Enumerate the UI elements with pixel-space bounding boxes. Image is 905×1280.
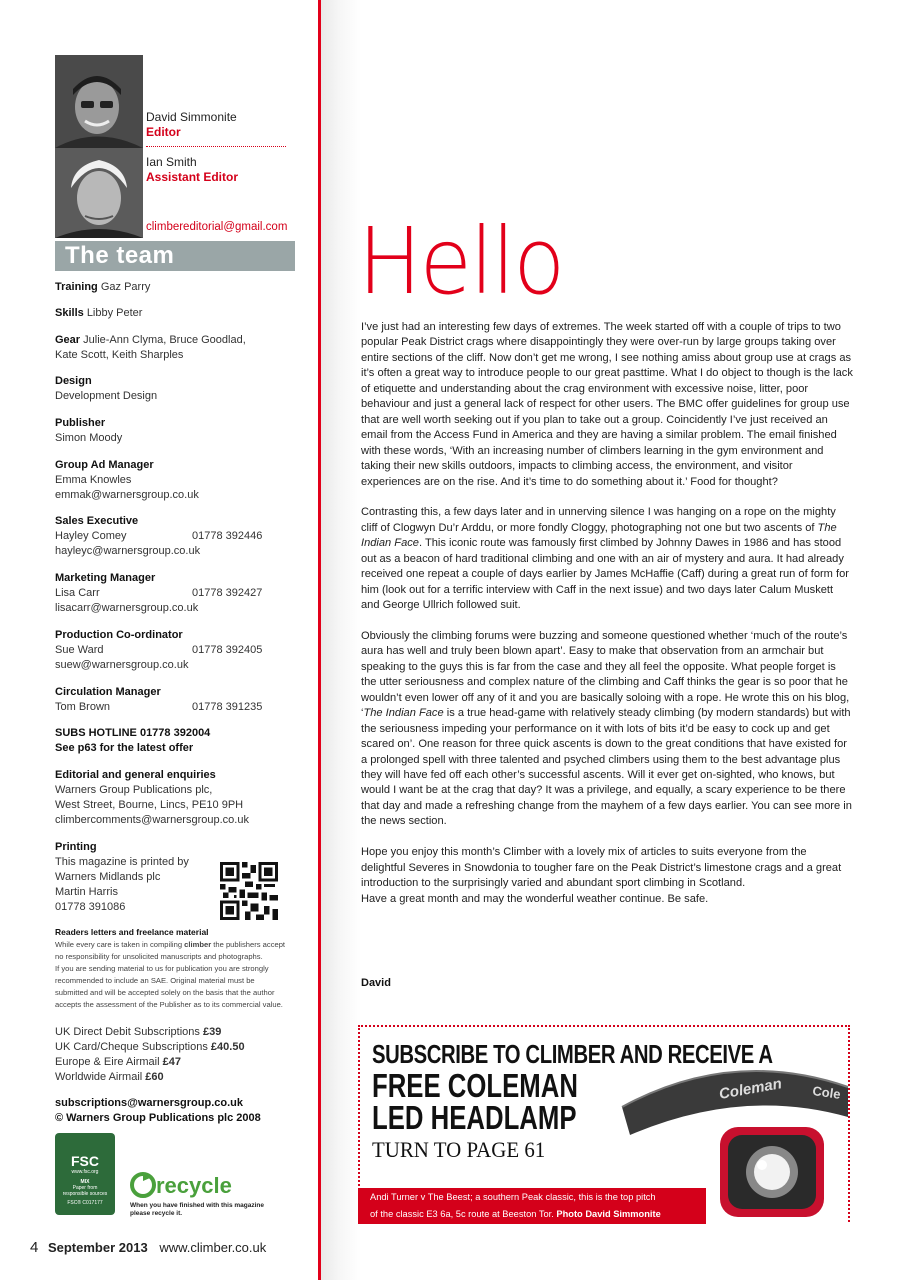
enquiries-line-1: Warners Group Publications plc,: [55, 784, 213, 796]
caption-line-1: Andi Turner v The Beest; a southern Peak classic, this is the top pitch: [370, 1192, 656, 1202]
recycle-logo-icon: [130, 1170, 245, 1200]
route-name: The Indian Face: [361, 521, 837, 550]
design-value: Development Design: [55, 390, 158, 402]
promo-page-link[interactable]: TURN TO PAGE 61: [372, 1137, 546, 1162]
team-skills: [55, 306, 305, 321]
gear-value-1: Julie-Ann Clyma, Bruce Goodlad,: [83, 334, 246, 346]
fineprint-line-6: accepts the assessment of the Publisher as to its commercial value.: [55, 1000, 283, 1009]
photo-credit: Photo David Simmonite: [556, 1209, 661, 1219]
dd-label: UK Direct Debit Subscriptions: [55, 1026, 203, 1038]
fineprint-line-3: If you are sending material to us for publication you are strongly: [55, 964, 269, 973]
fineprint-body: [55, 939, 317, 1011]
promo-line-2: FREE COLEMAN: [372, 1067, 578, 1104]
publisher-label: Publisher: [55, 417, 106, 429]
enquiries-label: Editorial and general enquiries: [55, 769, 216, 781]
signoff: David: [361, 977, 391, 989]
fsc-logo-icon: [55, 1133, 115, 1215]
team-marketing: [55, 571, 305, 616]
editor-portrait-image: [55, 55, 143, 148]
production-label: Production Co-ordinator: [55, 629, 183, 641]
page-number: 4: [30, 1239, 39, 1256]
fsc-url: www.fsc.org: [71, 1169, 99, 1175]
training-value: Gaz Parry: [100, 281, 151, 293]
paragraph-3a: Obviously the climbing forums were buzzing and someone questioned whether ‘much of the route’s aura has well and truly been blown apart’. Easy to make that observation from an armchair but speaking to the guys this is far from the case and they all feel the opposite. What people forget is the utter seriousness and complex nature of the climbing and Caff thinks the gear is so poor that he wouldn’t even lower off any of it and you are basically soloing with a rope. He wrote this on his blog, ‘: [361, 629, 850, 720]
paragraph-3: [361, 629, 853, 830]
fsc-mix: MIX: [80, 1179, 90, 1185]
gear-value-2: Kate Scott, Keith Sharples: [55, 349, 184, 361]
team-training: [55, 280, 305, 295]
team-gear: [55, 333, 305, 363]
recycle-word: recycle: [156, 1173, 232, 1198]
team-sales: [55, 514, 305, 559]
paragraph-5: Have a great month and may the wonderful weather continue. Be safe.: [361, 892, 709, 905]
paragraph-3b: is a true head-game with relatively steady climbing (by modern standards) but with the seriousness impeding your performance on it with lots of bits it’d be easy to cock up and get scared on’. One reason for three quick ascents is down to the great conditions that have existed for a prolonged spell with three talented and psyched climbers using them to the best advantage plus they will have fed off each other’s successful ascents. Will it ever get on-sighted, who knows, but would I want be at the crag that day? It was a privilege, and equally, a scary experience to be there that day and made a refreshing change from the mayhem of a few days earlier. You can see more in the news section.: [361, 707, 852, 828]
editor-photo: [55, 55, 143, 148]
paragraph-1: I’ve just had an interesting few days of extremes. The week started off with a couple of trips to two popular Peak District crags where disappointingly they were over-run by large groups taking over entire sections of the cliff. Now don’t get me wrong, I see nothing amiss about group use at crags as it’s often a great way to introduce people to our great pasttime. What I do object to though is the lack of etiquette and understanding about the crag environment with excessive noise, litter, poor behaviour and just a general lack of respect for other users. The BMC offer guidelines for group use that are well worth seeking out if you plan to take out a group. Coincidently I’ve just received an email from the Access Fund in America and they are having a similar problem. The email finished with these words, ‘With an increasing number of climbers learning in the gym environment and taking their new skills outdoors, impacts to climbing access, the environment, and visitor experiences are on the rise. And it’s time to do something about it.’ Food for thought?: [361, 321, 853, 488]
enquiries-line-2: West Street, Bourne, Lincs, PE10 9PH: [55, 799, 244, 811]
subs-offer: See p63 for the latest offer: [55, 742, 194, 754]
copyright: © Warners Group Publications plc 2008: [55, 1112, 261, 1124]
page-folio: [30, 1239, 266, 1256]
photo-caption: [358, 1188, 706, 1224]
subscriptions-email[interactable]: subscriptions@warnersgroup.co.uk: [55, 1097, 243, 1109]
promo-line-3: LED HEADLAMP: [372, 1099, 577, 1136]
issue-date: September 2013: [47, 1240, 148, 1255]
qr-code-icon[interactable]: [220, 862, 278, 920]
marketing-label: Marketing Manager: [55, 572, 156, 584]
subs-hotline-block: [55, 726, 305, 756]
printing-line-1: This magazine is printed by: [55, 856, 189, 868]
fineprint-line-4: recommended to include an SAE. Original material must be: [55, 976, 255, 985]
production-email[interactable]: suew@warnersgroup.co.uk: [55, 659, 189, 671]
fineprint-brand: climber: [184, 940, 212, 949]
team-circulation: [55, 685, 305, 715]
world-price: £60: [145, 1071, 164, 1083]
ad-manager-email[interactable]: emmak@warnersgroup.co.uk: [55, 489, 199, 501]
assistant-editor-portrait-image: [55, 148, 143, 238]
card-price: £40.50: [210, 1041, 245, 1053]
fsc-code: FSC® C017177: [67, 1200, 103, 1206]
route-name-quote: The Indian Face: [363, 707, 444, 720]
masthead-column: [0, 0, 320, 1280]
subscriptions-contact: [55, 1096, 261, 1126]
fsc-paper: Paper from: [72, 1185, 98, 1191]
team-design: [55, 374, 305, 404]
ad-manager-label: Group Ad Manager: [55, 459, 154, 471]
editorial-body: [361, 320, 853, 922]
card-label: UK Card/Cheque Subscriptions: [55, 1041, 211, 1053]
fineprint-heading: Readers letters and freelance material: [55, 927, 209, 937]
paragraph-2: [361, 505, 853, 613]
headlamp-strap-brand: Coleman: [717, 1075, 784, 1103]
caption-line-2: of the classic E3 6a, 5c route at Beeston Tor.: [370, 1209, 557, 1219]
sales-phone: 01778 392446: [192, 530, 263, 542]
editorial-headline: [358, 208, 563, 315]
sales-name: Hayley Comey: [55, 530, 127, 542]
ad-manager-name: Emma Knowles: [55, 474, 132, 486]
headline-text: Hello: [358, 208, 564, 315]
marketing-phone: 01778 392427: [192, 587, 263, 599]
team-publisher: [55, 416, 305, 446]
paragraph-4: Hope you enjoy this month’s Climber with a lovely mix of articles to suits everyone from the delightful Severes in Snowdonia to tougher fare on the Peak District’s limestone crags and a great introduction to the surprisingly varied and abundant sport climbing in Scotland.: [361, 846, 842, 890]
europe-price: £47: [162, 1056, 181, 1068]
skills-value: Libby Peter: [86, 307, 143, 319]
fsc-logo-text: FSC: [71, 1153, 99, 1169]
printing-label: Printing: [55, 841, 97, 853]
fineprint-line-5: submitted and will be accepted solely on the basis that the author: [55, 988, 275, 997]
circulation-phone: 01778 391235: [192, 701, 263, 713]
circulation-name: Tom Brown: [55, 701, 111, 713]
team-heading-bar: [55, 241, 295, 271]
sales-email[interactable]: hayleyc@warnersgroup.co.uk: [55, 545, 201, 557]
training-label: Training: [55, 281, 98, 293]
promo-line-1: SUBSCRIBE TO CLIMBER AND RECEIVE A: [372, 1039, 773, 1069]
staff-divider: [146, 146, 286, 147]
subscription-prices: [55, 1025, 245, 1085]
recycle-text: When you have finished with this magazine please recycle it.: [130, 1202, 264, 1217]
site-url[interactable]: www.climber.co.uk: [159, 1240, 267, 1255]
fineprint-line-2: no responsibility for unsolicited manuscripts and photographs.: [55, 952, 263, 961]
publisher-value: Simon Moody: [55, 432, 123, 444]
fineprint-line-1a: While every care is taken in compiling: [55, 940, 185, 949]
production-phone: 01778 392405: [192, 644, 263, 656]
printing-line-4: 01778 391086: [55, 901, 126, 913]
editorial-email-link[interactable]: climbereditorial@gmail.com: [146, 221, 288, 233]
skills-label: Skills: [55, 307, 84, 319]
paragraph-2a: Contrasting this, a few days later and in unnerving silence I was hanging on a rope on the mighty cliff of Clogwyn Du’r Arddu, or more fondly Cloggy, photographing not one but two ascents of: [361, 506, 836, 534]
team-production: [55, 628, 305, 673]
circulation-label: Circulation Manager: [55, 686, 161, 698]
team-ad-manager: [55, 458, 305, 503]
marketing-email[interactable]: lisacarr@warnersgroup.co.uk: [55, 602, 199, 614]
sales-label: Sales Executive: [55, 515, 139, 527]
team-enquiries: [55, 768, 305, 828]
design-label: Design: [55, 375, 92, 387]
subs-hotline: SUBS HOTLINE 01778 392004: [55, 727, 211, 739]
dd-price: £39: [202, 1026, 222, 1038]
fineprint-line-1c: the publishers accept: [211, 940, 286, 949]
fsc-sources: responsible sources: [62, 1191, 108, 1197]
printing-line-3: Martin Harris: [55, 886, 118, 898]
enquiries-email[interactable]: climbercomments@warnersgroup.co.uk: [55, 814, 249, 826]
paragraph-2b: . This iconic route was famously first climbed by Johnny Dawes in 1986 and has stood out as a beacon of hard traditional climbing and one with an air of mystery and aura. It had already received one repeat a couple of days earlier by James McHaffie (Caff) during a great run of form for him (look out for a terrific interview with Caff in the next issue) and two days later Calum Muskett and George Ullrich followed suit.: [361, 537, 849, 612]
production-name: Sue Ward: [55, 644, 104, 656]
assistant-editor-name: Ian Smith: [146, 155, 197, 169]
team-heading: The team: [65, 242, 175, 269]
editor-role: Editor: [146, 125, 181, 139]
editor-name: David Simmonite: [146, 110, 237, 124]
europe-label: Europe & Eire Airmail: [55, 1056, 163, 1068]
assistant-editor-role: Assistant Editor: [146, 170, 239, 184]
marketing-name: Lisa Carr: [55, 587, 100, 599]
assistant-editor-photo: [55, 148, 143, 238]
headlamp-side-brand: Cole: [811, 1083, 842, 1102]
printing-line-2: Warners Midlands plc: [55, 871, 161, 883]
world-label: Worldwide Airmail: [55, 1071, 146, 1083]
gear-label: Gear: [55, 334, 81, 346]
